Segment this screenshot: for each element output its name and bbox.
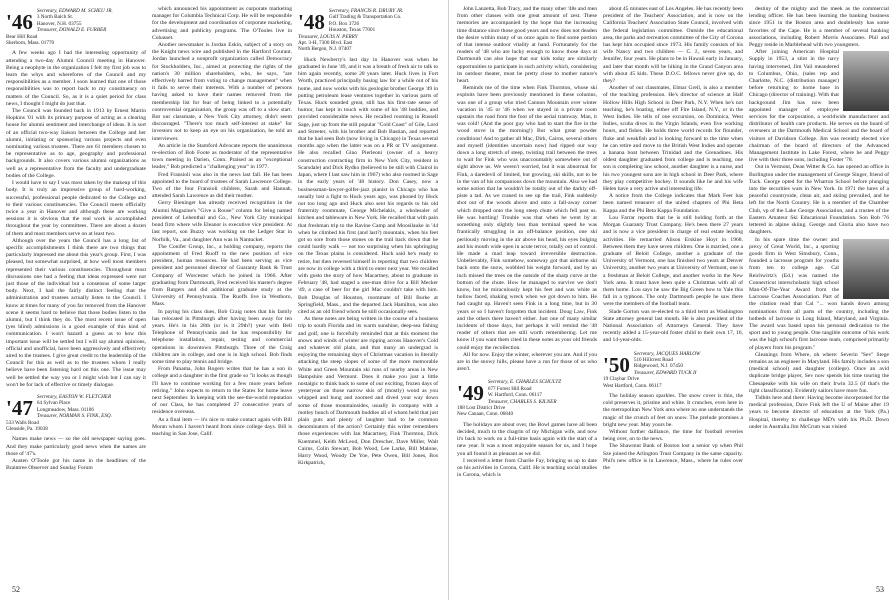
treasurer-address-2: Sherborn, Mass. 01770 [6, 40, 55, 47]
article-paragraph: As these notes are being written in the course of a business trip to south Florida and its warm sunshine, deep-sea fishing and golf, one is forcefully reminded that at this moment the snows and winds of winter are ripping across Hanover's Cold and whatever old plain, and that many an undergrad is enjoying the remaining days of Christmas vacation in literally attacking the steep slopes of some of the more memorable White and Green Mountain ski runs of nearby areas in New Hampshire and Vermont. Does it make you just a little nostalgic to think back to some of our exciting, frozen days of yesteryear on those narrow skis of (mostly) wood as you whipped and hung and zoomed and dived your way down some of those mountainsides, usually in company with a motley bunch of Dartmouth buddies all of whom held that just plain guts and plenty of laughter had to be common denominators of the action? Certainly this writer remembers those experiences with Ian Macartney, Fink Thornton, Dick Kuemmel, Keith McLeod, Don Drescher, Dave Miller, Walt Cairns, Colin Stewart, Bob Wood, Lee Larke, Bill Malone, Harry Wood, Woody De Yoe, Pete Owen, Bill Jones, Bos Kirkpatrick, [298, 316, 438, 467]
article-paragraph: The Shawmut Bank of Boston lost a senior vp when Phil Sze joined the Arlington Trust Company in the same capacity. Phil's new office is in Lawrence, Mass., where he rules over the [603, 443, 743, 472]
article-paragraph: A notice from the College indicates that Mark Feer has been named treasurer of the united chapters of Phi Beta Kappa and the Phi Beta Kappa Foundation. [603, 193, 743, 214]
article-paragraph: Without further dalliance, the time for football reveries being over, on to the news. [603, 429, 743, 443]
class-48-header [298, 8, 438, 53]
treasurer-address-1: 533 Walls Road [6, 419, 39, 426]
article-paragraph: which announced his appointment as corporate marketing manager for Columbia Technical Corp. He will be responsible for the development and coordination of corporate marketing, advertising and publicity programs. The O'Tooles live in Cohasset. [152, 6, 292, 41]
article-paragraph: Fred Fransioli was also in the news last fall. He has been appointed to the board of trustees of Sarah Lawrence College. Two of the four Fransioli children, Sarah and Hannah, attended Sarah Lawrence as did their mother. [152, 171, 292, 200]
treasurer-name: Treasurer, EDWARD TUCK II [633, 369, 697, 376]
article-paragraph: As a final item — it's nice to make contact again with Bill Moran whom I haven't heard from since college days. Bill is teaching in San Jose, Calif. [152, 416, 292, 437]
right-page [448, 0, 896, 600]
article-paragraph: destiny of the mighty and the meek as the commercial lending officer. He has been learning the banking business since 1951 in the Boston area and doubtlessly has some favorites of the Cape. He is a member of several banking associations, including Robert Morris Associates. Phil and Peggy reside in Marblehead with two youngsters. [749, 6, 889, 49]
treasurer-name: Treasurer, NORMAN S. FINK, ESQ. [36, 413, 112, 420]
article-paragraph: about 45 minutes east of Los Angeles. He has recently been president of the Teachers' Association, and is now on the California Teachers' Association State Council, involved with the federal legislation committee. Outside the educational area, the parks and recreation committee of the City of Corona has kept him occupied since 1973. His family consists of his wife Nancy and two children — C. J., seven years, and Jennifer, four years. He plans to be in Hawaii early in January, and later that month will be hiking in the Grand Canyon area with about 45 kids. These D.O.C. fellows never give up, do they? [603, 6, 743, 85]
secretary-address-1: 510 Hillcrest Road [633, 356, 674, 363]
article-paragraph: Lou Farrar reports that he is still holding forth at the Morgan Guaranty Trust Company. He's been there 27 years and is now a vice president in charge of real estate lending activities. He remarried Alison Erskine Hoyt in 1968. Between them they have seven children. One is married, one a graduate of Beloit College, another a graduate of the University of Vermont, one has finished two years at Denver University, another two years at University of Vermont, one is a freshman at Beloit College, and another works in the New York area. It must have been quite a Christmas with all of them home. Lou says he saw the Big Green bow to Yale this fall in a typhoon. The only Dartmouth people he saw there were the members of the football team. [603, 214, 743, 308]
treasurer-name: Treasurer, LOUIS N. PERRY [298, 33, 358, 40]
class-year: '48 [298, 10, 325, 34]
secretary-name: Secretary, FRANCIS R. DRURY JR. [328, 8, 404, 14]
secretary-address-2: P.O. Box 3726 [328, 20, 360, 27]
secretary-name: Secretary, E. CHARLES SCHULTZ [487, 379, 562, 386]
secretary-address-1: 64 Sylvan Place [36, 400, 71, 407]
article-paragraph: From Panama, John Rogers writes that he has a son in college and a daughter in the first grade so "it looks as though I'll have to continue working for a few more years before retiring." John expects to return to the States for home leave next September. In keeping with the see-the-world reputation of our Class, he has completed 27 consecutive years of residence overseas. [152, 366, 292, 416]
treasurer-address-2: North Bergen, N.J. 07407 [298, 46, 352, 53]
class-year: '46 [6, 10, 33, 34]
secretary-address-3: Houston, Texas 77001 [328, 27, 376, 34]
article-paragraph: I received a letter from Charlie Fay, bringing us up to date on his activities in Corona, Calif. He is teaching social studies in Corona, which is [457, 457, 597, 479]
class-50-header [603, 351, 743, 389]
treasurer-address-1: 188 Lost District Drive [457, 404, 506, 411]
article-paragraph: Slade Gorton was re-elected to a third term as Washington State attorney general last month. He is also president of the National Association of Attorneys General. They have recently added a 15-year-old foster child to their own 17, 16, and 14-year-olds. [603, 308, 743, 344]
treasurer-address-2: West Hartford, Conn. 06117 [603, 382, 662, 389]
article-paragraph: Although over the years the Council has a long list of specific accomplishments I think there are two things that particularly impressed me about this year's group. First, I was pleased, but somewhat surprised, at how well most members represented their various constituencies. Throughout most discussions one had a feeling that ideas expressed were not just those of the individual but a consensus of some larger body. Next, I had the fairly distinct feeling that the administration and trustees actually listen to the Council. I know at times for many of you far removed from the Hanover scene it seems hard to believe that those bodies listen to the alumni, but I think they do. The most recent issue of open (yes blind) admissions is a good example of this kind of communication. I won't hazard a guess as to how this important issue will be settled but I will say alumni opinions, official and unofficial, have been aggressively and effectively aired to the trustees. I give great credit to the leadership of the Council for this as well as to the trustees whom I really believe have been listening hard on this one. The issue may well be settled the way you or I might wish but I can say it won't be for lack of effective or timely dialogue. [6, 237, 146, 388]
article-paragraph: Huck Newberry's last day in Hanover was when he graduated in June '49, and it was a breath of fresh air to talk to him again recently, some 28 years later. Huck lives in Fort Worth, practiced principally basing law for a while out of his home, and now works with his geologist brother George '49 in putting petroleum lease ventures together in various parts of Texas. Huck sounded great, still has his first-rate sense of humor, has kept in touch with some of his '48 buddies, and provided considerable news. He recalled rooming in Russell Sage, just up from the still popular "Cold Coast" of Gile, Lord and Streeter, with his brother and Bob Bastian, and reported that he had seen Bob (now living in Chicago) in Texas several months ago when the latter was on a PR or TV assignment. He also recalled Gino Pierleoni (owner of a heavy construction contracting firm in New York City, resident in Scarsdale) and Dick Rydko (believed to be still with Clairol in Japan, where I last saw him in 1967) who also roomed in Sage in the early years of '48 history. Don Casey, now a businessman-lawyer-golfer-jazz pianist in Chicago who has usually lost a fight to Huck years ago, was phoned by Huck not too long ago and Huck also sent his regards to his old fraternity roommate, George Michelakis, a wholesaler of kitchen and tableware in New York. He recalled that with pain that freshman trip to the Ravine Camp and Moosilauke in '44 when he climbed his first (and last?) mountain, when his feet got so sore from those stones on the trail back down that he could hardly walk — not too surprising when his upbringing on the Texas plains is considered. Huck said he's ready to retire, but then reversed himself in reporting that two children are now in college with a third to enter next year. We recalled with gusto the story of how Macartney, about to graduate in February '48, had staged a one-man drive for a Bill Mecker '49, a case of beer for the girl Mac couldn't take with him. Bob Douglas of Houston, roommate of Bill Burke at Springfield, Mass., and the departed Jack Hamilton, was also cited as an old friend whom he still occasionally sees. [298, 56, 438, 315]
article-paragraph: The Council was founded back in 1913 by Ernest Martin Hopkins '01 with its primary purpose of acting as a clearing house for alumni sentiment and interchange of ideas. It is sort of an official two-way liaison between the College and her alumni, initiating or sponsoring various projects and even nominating various trustees. There are 61 members chosen to be representative as to age, geography and professional backgrounds. It also covers various alumni organizations as well as a representative from the faculty and undergraduate bodies of the College. [6, 108, 146, 179]
class-year: '49 [457, 381, 484, 406]
treasurer-address-2: New Canaan, Conn. 06840 [457, 411, 514, 418]
article-paragraph: Another newsmaker is Jordan Eskin, subject of a story on the Knight news wire and published in the Hartford Courant. Jordan launched a nonprofit organization called Democracy for Stockholders, Inc., aimed at protecting the rights of the nation's 30 million shareholders, who, he says, "are effectively barred from voting to change management" when it fails to serve their interests. With a number of persons having asked to have their names removed from the membership list for fear of being linked to a potentially controversial organization, the group was off to a slow start. But our classmate, a New York City attorney, didn't seem discouraged. "There's too much self-interest at stake" for investors not to keep an eye on his organization, he told an interviewer. [152, 42, 292, 142]
treasurer-address-2: Glenside, Pa. 19038 [6, 426, 48, 433]
article-paragraph: After joining American Hospital Supply in 1953, a stint in the navy having intervened, Jim Vail meandered to Columbus, Ohio, (sales rep and Charlotte, N.C. (distribution manager) before returning to home base in Chicago (director of training). With that background Jim has now been appointed manager of employee services for the corporation, a worldwide manufacturer and distributor of health care products. He serves on the board of overseers at the Dartmouth Medical School and the board of visitors of Davidson College. Jim was recently elected vice chairman of the board of directors of the Advanced Management Institute in Lake Forest, where he and Peggy live with their three sons, including Foster '78. [749, 49, 889, 164]
class-47-header [6, 394, 146, 432]
article-paragraph: A few weeks ago I had the interesting opportunity of attending a two-day Alumni Council meeting in Hanover. Being a neophyte in the organization I felt my first job was to learn the whys and wherefores of the Council and my responsibilities as a member. I soon learned that one of those responsibilities was to report back to my constituency on matters of the Council. So, as it is a quiet period for class news, I thought I might do just that. [6, 50, 146, 107]
article-paragraph: The holidays are about over, the Bowl games have all been decided, much to the chagrin of my Michigan wife, and now it's back to work on a full-time basis again with the start of a new year. It was a most enjoyable season for us, and I hope you all found it as pleasant as we did. [457, 421, 597, 457]
left-column-1 [6, 6, 146, 472]
secretary-address-2: W. Hartford, Conn. 06117 [487, 392, 542, 399]
article-paragraph: Another of our classmates, Elmar Grell, is also a member of the teaching profession. He's director of science at Half Hollow Hills High School in Deer Park, N.Y. When he's not teaching, he's boating, either off Fire Island, N.Y., or in the West Indies. He tells of one excursion, on Dominica, West Indies, scuba dives in the Virgin Islands, even five working hours, and fishes. He holds three world records for flounder, fluke and weakfish and is looking forward to the time when he can retire and move to the British West Indies and operate a banana boat between Trinidad and the Grenadines. His oldest daughter graduated from college and is teaching, one son is completing law school, another daughter is a nurse, and his two youngest sons are in high school in Deer Park, where they play competitive hockey. It sounds like he and his wife Helen have a very active and interesting life. [603, 85, 743, 193]
class-year: '50 [603, 352, 630, 377]
secretary-address-1: Gulf Trading & Transportation Co. [328, 14, 402, 21]
article-paragraph: Gleanings from Where, oh where: Severin "Sev" Stege remains as an engineer in Maryland. His family includes a son (medical school) and daughter (college). Once an avid duplicate bridge player, Sev now spends his time touring the Chesapeake with his wife on their Irwin 32.5 (if that's the right classification). Evidently sailors have more fun. [749, 351, 889, 394]
article-paragraph: In his spare time the owner and prexy of Great World, Inc., a sporting goods firm in West Simsbury, Conn., founded a lacrosse program for youths from ten to college age. Cal Reichwirtz's (Ed.) was named the Connecticut interscholastic high school Man-Of-The-Year Award from the Lacrosse Coaches Association. Part of the citation read that Cal "... won hands down among nominations from all parts of the country, including the hotbeds of lacrosse in Long Island, Maryland, and Virginia. The award was based upon his personal dedication to the sport and to young people. One tangible outcome of his work was the high school's first lacrosse team, comprised primarily of players from his program." [749, 236, 889, 351]
article-paragraph: Austen O'Toole got his name in the headlines of the Braintree Observer and Sunday Forum [6, 458, 146, 472]
class-46-header [6, 8, 146, 46]
portrait-photo [843, 51, 889, 111]
article-paragraph: Reminds me of the time when Fink Thornton, whose ski exploits have been previously mentioned in these columns, was one of a group who tried Cannon Mountain over winter vacation in '45 or '46 when we stayed in a private room upstairs the road from the foot of the aerial tramway. Man, it was cold! (And the poor guy who had to start the fire in the wood stove in the morning!) But what great powder conditions! And to gather all Mac, Dirk, Cairns, several others and myself (identities uncertain now) had ripped our way down a long stretch of steep, twisting trail between the trees to wait for Fink who was unaccountably somewhere out of sight above us. We weren't worried, but it was abnormal for Fink, a daredevil of limited, but growing, ski skills, not to be in the van of his companions down the mountain. Also we had some notion that he wouldn't be totally out of the darkly off-piste a tad. As we craned to see up the trail, Fink suddenly shot out of the woods above and onto a fall-away corner which dropped onto the long steep chute which fell past us. He was hurtling! Trouble was that when he went by at something only slightly less than terminal speed he was frantically struggling in an off-balance position, one ski perilously moving in the air above his head, his eyes bulging and his mouth wide open in acute terror, totally out of control. He made a mad leap toward irreversible destruction. Unbelievably, Fink somehow, someway got that airborne ski back onto the snow, wobbled his weight forward, and by an inch missed the trees on the outside of the sharp curve at the bottom of the chute. How he managed to survive we don't know, but he miraculously kept his feet and was white as hollow faced, shaking wreck when we got down to him. He had caught up. Haven't seen Fink in a long time, but in 30 years or so I haven't forgotten that incident. Doug Law, Fink and the others there haven't either. Just one of many similar incidents of those days, but perhaps it will remind the '48 reader of others that are still worth remembering. Let me know if you want them cited in these notes as your old friends could enjoy the recollection. [457, 85, 597, 351]
left-column-3 [298, 6, 438, 467]
secretary-address-1: 3 North Balch St. [36, 14, 74, 21]
secretary-name: Secretary, JACQUES HARLOW [633, 350, 701, 357]
secretary-address-1: 677 Forest Hill Road [487, 385, 532, 392]
secretary-address-2: Ridgewood, N.J. 07450 [633, 363, 683, 370]
secretary-name: Secretary, EDWARD M. SCHEU JR. [36, 8, 113, 14]
treasurer-name: Treasurer, CHARLES S. KILNER [487, 398, 557, 405]
article-paragraph: Tidbits here and there: Having become incorporated for the medical profession, Dave Fink left the U of Maine after 19 years to become director of education at the York (Pa.) Hospital, thereby to challenge MD's with his Ph.D. Down under in Australia Jim McCrum was visited [749, 394, 889, 430]
right-column-1 [457, 6, 597, 479]
secretary-name: Secretary, EASTON W. FLETCHER [36, 393, 112, 400]
treasurer-address-1: Apt. 3-H, 7300 Blvd. East [298, 40, 353, 47]
right-column-2 [603, 6, 743, 472]
article-paragraph: An article in the Stamford Advocate reports the unanimous re-election of Bob Foote as moderator of the representative town meeting in Darien, Conn. Praised as an "exceptional leader," Bob predicted a "challenging year" in 1977. [152, 142, 292, 171]
class-49-header [457, 379, 597, 417]
article-paragraph: Names make news — so the old newspaper saying goes. And they make particularly good news when the names are those of '47's. [6, 436, 146, 457]
page-number: 53 [876, 585, 884, 594]
treasurer-address-1: Bear Hill Road [6, 33, 38, 40]
article-paragraph: The Conifer Group, Inc., a holding company, reports the appointment of Fred Ruoff to the new position of vice president, human resources. He had been serving as vice president and personnel director of Guaranty Bank & Trust Company of Worcester which he joined in 1966. After graduating from Dartmouth, Fred received his master's degree from Rutgers and did additional graduate study at the University of Pennsylvania. The Ruoffs live in Westboro, Mass. [152, 243, 292, 308]
treasurer-address-1: 19 Claybar Drive [603, 376, 640, 383]
left-column-2 [152, 6, 292, 438]
secretary-address-2: Longmeadow, Mass. 01106 [36, 406, 94, 413]
article-paragraph: The holiday season sparkles. The snow cover is thin, the cold preserves it, pristine and white. It crunches, even here in the metropolitan New York area where no one understands the magic of the crunch of feet on snow. The prelude promises a bright new year. May yours be. [603, 392, 743, 428]
article-paragraph: Gerry Bieninger has already received recognition in the Alumni Magazine's "Give a Rouse" column for being named president of Lehenthal and Co., New York City municipal bond firm where wife Eleanor is executive vice president. At last report, son Buzzy was working on the Ledger Star in Norfolk, Va., and daughter Ann was in Nantucket. [152, 200, 292, 243]
article-paragraph: All for now. Enjoy the winter, wherever you are. And if you are in the snowy hills, please have a run for those of us who aren't. [457, 351, 597, 373]
page-number: 52 [12, 585, 20, 594]
class-year: '47 [6, 395, 33, 420]
right-column-3 [749, 6, 889, 431]
article-paragraph: John Lanzetta, Bob Tracy, and the many other '48s and men from other classes with one great amount of zest. These memories are accompanied by the hope that the increasing time distance since those good years and now does not deaden the desire within many of us once again to find some portion of that intense outdoor vitality at hand. Fortunately for the readers of '48 who are lucky enough to know those days at Dartmouth can also hope that our kids today are similarly opportunities to participate in such activity which, considering its outdoor theater, must be pretty close to mother nature's heart. [457, 6, 597, 85]
treasurer-name: Treasurer, DONALD E. FURBER [36, 27, 107, 34]
portrait-photo [843, 239, 889, 299]
article-paragraph: Out in Vermont, Dean Witter & Co. has opened an office in Burlington under the management of George Singer, friend of Tuck. George opted for the Wharton School before plunging into the securities wars in New York. In 1971 the lures of a peaceful countryside, clean air, and skiing prevailed, and he left for the North Country. He is a member of the Chamber Club, vp of the Lake George Association, and a trustee of the Eastern Amateur Ski Educational Foundation. Son Bob '76 lettered in alpine skiing. George and Gloria also have two daughters. [749, 164, 889, 236]
secretary-address-2: Hanover, N.H. 03755 [36, 20, 82, 27]
article-paragraph: In paying his class dues, Bob Craig notes that his family has relocated in Pittsburgh after having been away for ten years. He's in his 28th (or is it 29th?) year with Bell Telephone of Pennsylvania and he has responsibility for telephone installation, repair, testing and commercial operations in downtown Pittsburgh. Three of the Craig children are in college, and one is in high school. Bob finds some time to play tennis and bridge. [152, 308, 292, 365]
article-paragraph: I would have to say I was most taken by the makeup of this body. It is truly an impressive group of hard-working, successful, professional people dedicated to the College and to their various constituencies. The Council meets officially twice a year in Hanover and although these are working sessions it is obvious that the real work is accomplished throughout the year by committees. There are about a dozen of them and most members serve on at least two. [6, 180, 146, 237]
